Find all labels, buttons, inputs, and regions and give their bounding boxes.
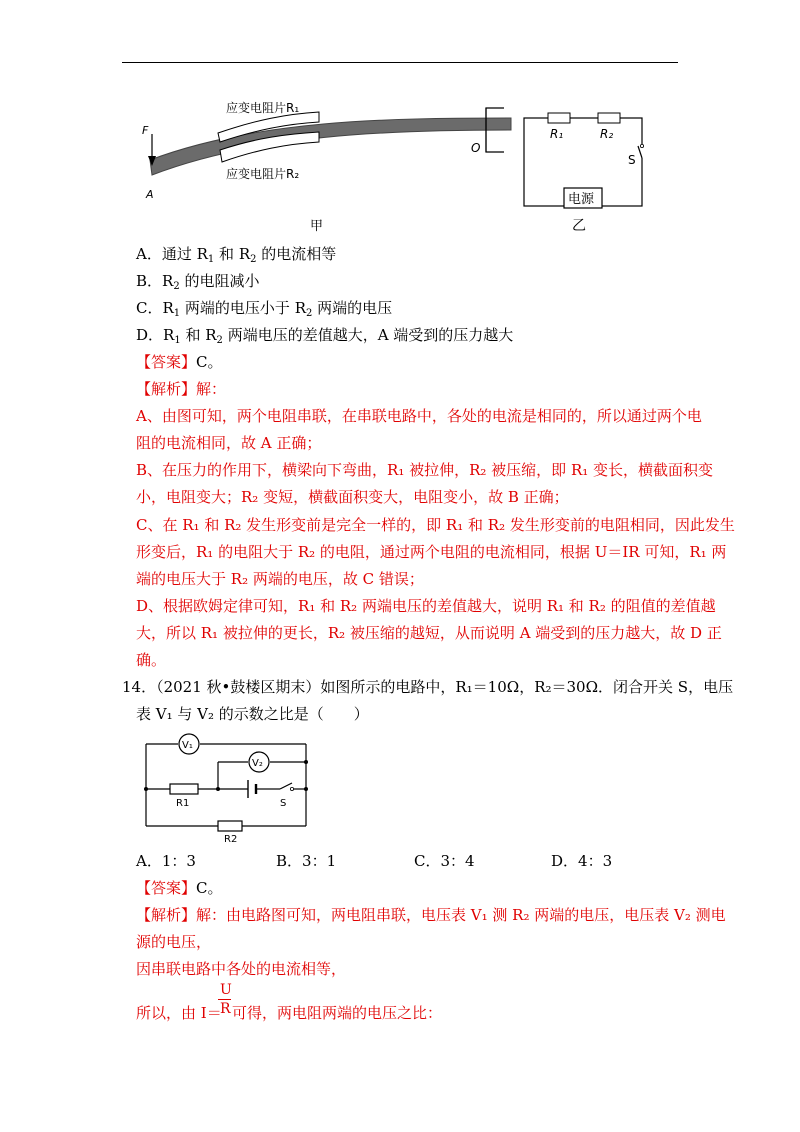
r2-label: R2 <box>224 834 238 845</box>
q13-analysis-line: D、根据欧姆定律可知，R₁ 和 R₂ 两端电压的差值越大，说明 R₁ 和 R₂ 的阻值的差值越 <box>136 597 716 615</box>
q13-analysis-line: 确。 <box>136 651 167 669</box>
q13-analysis-head: 【解析】解： <box>136 380 227 398</box>
fraction-bar <box>218 999 231 1000</box>
beam <box>150 118 511 175</box>
resistor-r2 <box>598 113 620 123</box>
v1-label: V₁ <box>182 740 193 751</box>
q13-analysis-line: A、由图可知，两个电阻串联，在串联电路中，各处的电流是相同的，所以通过两个电 <box>136 407 702 425</box>
q13-answer: 【答案】C。 <box>136 353 223 371</box>
label-r1: 应变电阻片R₁ <box>226 101 300 115</box>
caption-jia: 甲 <box>310 219 324 234</box>
q14-stem-line1: 14．（2021 秋•鼓楼区期末）如图所示的电路中，R₁＝10Ω，R₂＝30Ω．闭合开关 S，电压 <box>122 678 734 696</box>
figure-strain-gauge <box>136 90 676 235</box>
switch-s <box>280 783 292 789</box>
q13-analysis-line: 小，电阻变大；R₂ 变短，横截面积变大，电阻变小，故 B 正确； <box>136 488 569 506</box>
q14-last-suffix: 可得，两电阻两端的电压之比： <box>232 1004 443 1022</box>
circuit-source-label: 电源 <box>568 192 595 207</box>
q14-option-c: C．3：4 <box>414 852 475 870</box>
q13-analysis-line: 阻的电流相同，故 A 正确； <box>136 434 322 452</box>
q13-analysis-line: B、在压力的作用下，横梁向下弯曲，R₁ 被拉伸，R₂ 被压缩，即 R₁ 变长，横截面积变 <box>136 461 714 479</box>
v2-label: V₂ <box>252 758 263 769</box>
label-A: A <box>146 188 154 201</box>
r1-label: R1 <box>176 798 190 809</box>
circuit-r2-label: R₂ <box>600 127 614 141</box>
q13-option-a: A．通过 $R_1$ 和 $R_2$ 的电流相等 <box>136 245 337 265</box>
label-F: F <box>142 124 149 137</box>
resistor-r2 <box>218 821 242 831</box>
s-label: S <box>280 798 287 809</box>
q14-option-d: D．4：3 <box>551 852 613 870</box>
circuit-r1-label: R₁ <box>550 127 564 141</box>
header-rule <box>122 62 678 63</box>
q14-option-a: A．1：3 <box>136 852 196 870</box>
circuit-s-label: S <box>628 153 636 167</box>
q13-option-d: D．$R_1$ 和 $R_2$ 两端电压的差值越大，A 端受到的压力越大 <box>136 326 514 346</box>
fraction-numerator: U <box>220 982 232 998</box>
label-r2: 应变电阻片R₂ <box>226 167 300 181</box>
q13-analysis-line: C、在 R₁ 和 R₂ 发生形变前是完全一样的，即 R₁ 和 R₂ 发生形变前的电阻相同，因此发生 <box>136 516 735 534</box>
q14-analysis-head: 【解析】解：由电路图可知，两电阻串联，电压表 V₁ 测 R₂ 两端的电压，电压表 V₂ 测电 <box>136 906 726 924</box>
q14-answer: 【答案】C。 <box>136 879 223 897</box>
resistor-r1 <box>170 784 198 794</box>
q14-analysis-line: 因串联电路中各处的电流相等， <box>136 960 347 978</box>
figure-q14-circuit <box>140 730 320 845</box>
caption-yi: 乙 <box>572 218 586 234</box>
q13-option-c: C．$R_1$ 两端的电压小于 $R_2$ 两端的电压 <box>136 299 393 319</box>
q13-analysis-line: 大，所以 R₁ 被拉伸的更长，R₂ 被压缩的越短，从而说明 A 端受到的压力越大，故 D 正 <box>136 624 722 642</box>
q14-stem-line2: 表 V₁ 与 V₂ 的示数之比是（ ） <box>136 705 369 723</box>
fraction-denominator: R <box>220 1001 231 1017</box>
resistor-r1 <box>548 113 570 123</box>
q14-option-b: B．3：1 <box>276 852 337 870</box>
q13-analysis-line: 形变后，R₁ 的电阻大于 R₂ 的电阻，通过两个电阻的电流相同，根据 U＝IR 可知，R₁ 两 <box>136 543 727 561</box>
q13-option-b: B．$R_2$ 的电阻减小 <box>136 272 260 292</box>
label-O: O <box>471 141 481 155</box>
q14-analysis-line: 源的电压， <box>136 933 212 951</box>
circuit-yi <box>524 113 644 234</box>
q14-last-prefix: 所以，由 I＝ <box>136 1004 222 1022</box>
q13-analysis-line: 端的电压大于 R₂ 两端的电压，故 C 错误； <box>136 570 424 588</box>
